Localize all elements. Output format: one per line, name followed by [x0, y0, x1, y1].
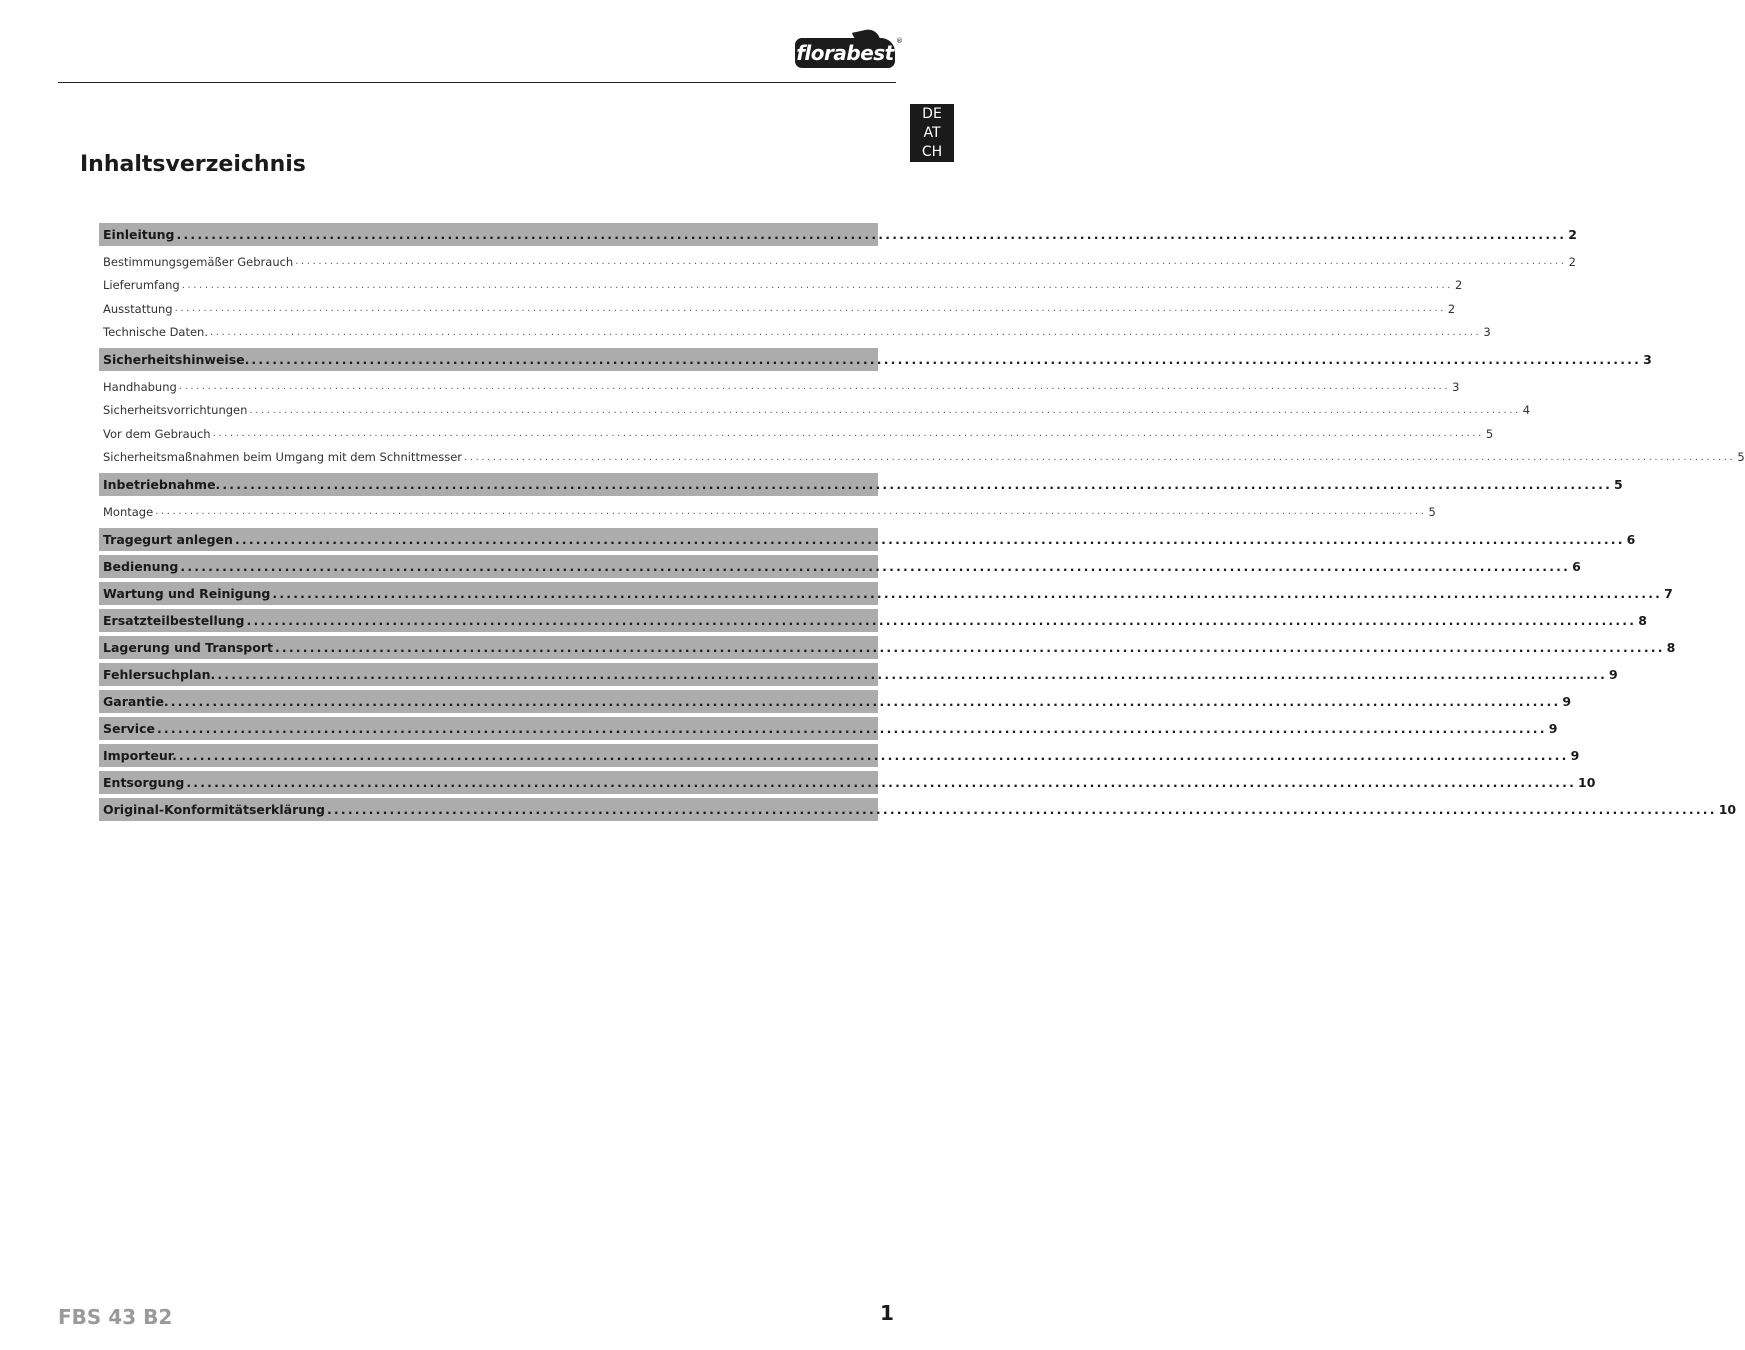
dot-leader: ........................................................................................................................................................................................................ — [156, 720, 1547, 736]
toc-section-group — [99, 582, 1673, 605]
toc-subsection-label: Sicherheitsvorrichtungen — [103, 403, 248, 418]
toc-subsection-entry[interactable] — [99, 446, 1745, 470]
toc-page-number: 6 — [1626, 531, 1636, 547]
dot-leader: ............................................................................................................................................................................................................................ — [174, 303, 1446, 315]
logo-wordmark: florabest — [795, 38, 895, 68]
toc-section-entry[interactable] — [99, 609, 1647, 632]
dot-leader: ............................................................................................................................................................................................................................ — [464, 451, 1736, 463]
toc-section-label: Sicherheitshinweise. — [103, 352, 250, 367]
dot-leader: ........................................................................................................................................................................................................ — [274, 639, 1665, 655]
toc-subsection-entry[interactable] — [99, 250, 1576, 274]
toc-page-number: 9 — [1548, 720, 1558, 736]
toc-section-label: Service — [103, 720, 155, 736]
dot-leader: ............................................................................................................................................................................................................................ — [210, 326, 1482, 338]
dot-leader: ........................................................................................................................................................................................................ — [251, 352, 1642, 367]
dot-leader: ........................................................................................................................................................................................................ — [170, 693, 1561, 709]
toc-page-number: 9 — [1609, 666, 1618, 682]
toc-page-number: 2 — [1447, 301, 1456, 316]
toc-section-label: Entsorgung — [103, 774, 185, 790]
toc-section-entry[interactable] — [99, 798, 1737, 821]
toc-section-entry[interactable] — [99, 636, 1676, 659]
toc-subsection-label: Lieferumfang — [103, 278, 180, 293]
dot-leader: ........................................................................................................................................................................................................ — [186, 774, 1577, 790]
dot-leader: ........................................................................................................................................................................................................ — [222, 477, 1613, 492]
toc-section-label: Importeur. — [103, 747, 177, 763]
toc-section-group — [99, 744, 1580, 767]
toc-subsection-label: Sicherheitsmaßnahmen beim Umgang mit dem Schnittmesser — [103, 450, 463, 465]
toc-page-number: 5 — [1485, 426, 1494, 441]
toc-page-number: 9 — [1562, 693, 1572, 709]
toc-subsection-label: Technische Daten. — [103, 325, 209, 340]
toc-section-label: Wartung und Reinigung — [103, 585, 271, 601]
dot-leader: ............................................................................................................................................................................................................................ — [181, 279, 1454, 291]
toc-section-group — [99, 636, 1676, 659]
toc-subsection-entry[interactable] — [99, 297, 1456, 321]
toc-section-entry[interactable] — [99, 663, 1618, 686]
toc-section-label: Inbetriebnahme. — [103, 477, 221, 492]
toc-page-number: 2 — [1455, 278, 1463, 293]
dot-leader: ............................................................................................................................................................................................................................ — [155, 506, 1427, 518]
toc-section-label: Garantie. — [103, 693, 169, 709]
toc-subsection-entry[interactable] — [99, 375, 1460, 399]
toc-subsection-entry[interactable] — [99, 274, 1463, 298]
header-divider — [58, 82, 896, 83]
toc-section-entry[interactable] — [99, 348, 1652, 371]
dot-leader: ............................................................................................................................................................................................................................ — [178, 381, 1451, 393]
toc-section-label: Fehlersuchplan. — [103, 666, 216, 682]
toc-section-label: Bedienung — [103, 558, 179, 574]
language-code-de: DE — [922, 105, 942, 122]
language-tab — [910, 104, 954, 162]
brand-logo — [795, 30, 903, 70]
toc-page-number: 5 — [1428, 504, 1436, 519]
toc-page-number: 10 — [1718, 801, 1737, 817]
toc-section-label: Tragegurt anlegen — [103, 531, 233, 547]
toc-page-number: 3 — [1452, 379, 1460, 394]
toc-section-group — [99, 798, 1737, 821]
toc-section-group — [99, 717, 1558, 740]
toc-page-number: 3 — [1483, 325, 1491, 340]
toc-section-group — [99, 473, 1623, 524]
toc-page-number: 9 — [1570, 747, 1580, 763]
footer-model-number: FBS 43 B2 — [58, 1305, 173, 1329]
toc-section-label: Original-Konformitätserklärung — [103, 801, 325, 817]
toc-section-label: Lagerung und Transport — [103, 639, 273, 655]
toc-section-entry[interactable] — [99, 690, 1572, 713]
toc-subsection-label: Ausstattung — [103, 301, 173, 316]
toc-section-group — [99, 528, 1636, 551]
page-title: Inhaltsverzeichnis — [80, 152, 306, 177]
dot-leader: ........................................................................................................................................................................................................ — [176, 227, 1567, 242]
dot-leader: ........................................................................................................................................................................................................ — [246, 612, 1637, 628]
toc-page-number: 10 — [1578, 774, 1596, 790]
registered-mark: ® — [896, 37, 903, 45]
toc-page-number: 2 — [1568, 227, 1577, 242]
toc-page-number: 7 — [1664, 585, 1673, 601]
table-of-contents — [99, 223, 1745, 825]
toc-subsection-label: Bestimmungsgemäßer Gebrauch — [103, 254, 294, 269]
toc-section-entry[interactable] — [99, 744, 1580, 767]
dot-leader: ........................................................................................................................................................................................................ — [217, 666, 1608, 682]
toc-page-number: 6 — [1572, 558, 1581, 574]
toc-section-group — [99, 690, 1572, 713]
dot-leader: ............................................................................................................................................................................................................................ — [295, 256, 1567, 268]
toc-section-group — [99, 771, 1596, 794]
toc-section-entry[interactable] — [99, 473, 1623, 496]
toc-subsection-entry[interactable] — [99, 422, 1494, 446]
dot-leader: ........................................................................................................................................................................................................ — [272, 585, 1663, 601]
toc-subsection-label: Montage — [103, 504, 154, 519]
toc-section-entry[interactable] — [99, 555, 1581, 578]
toc-page-number: 5 — [1614, 477, 1623, 492]
toc-section-entry[interactable] — [99, 528, 1636, 551]
toc-subsection-entry[interactable] — [99, 500, 1436, 524]
toc-section-group — [99, 348, 1745, 469]
toc-page-number: 2 — [1568, 254, 1576, 269]
toc-section-group — [99, 663, 1618, 686]
toc-section-label: Einleitung — [103, 227, 175, 242]
toc-section-entry[interactable] — [99, 582, 1673, 605]
dot-leader: ............................................................................................................................................................................................................................ — [212, 428, 1484, 440]
toc-subsection-entry[interactable] — [99, 321, 1491, 345]
toc-page-number: 5 — [1737, 450, 1745, 465]
toc-subsection-label: Vor dem Gebrauch — [103, 426, 211, 441]
toc-section-group — [99, 223, 1577, 344]
footer-page-number: 1 — [880, 1301, 894, 1325]
toc-page-number: 3 — [1643, 352, 1652, 367]
dot-leader: ........................................................................................................................................................................................................ — [180, 558, 1571, 574]
toc-section-label: Ersatzteilbestellung — [103, 612, 245, 628]
toc-subsection-entry[interactable] — [99, 399, 1531, 423]
dot-leader: ........................................................................................................................................................................................................ — [234, 531, 1625, 547]
toc-page-number: 8 — [1666, 639, 1676, 655]
dot-leader: ........................................................................................................................................................................................................ — [178, 747, 1569, 763]
language-code-ch: CH — [921, 143, 943, 160]
toc-subsection-label: Handhabung — [103, 379, 177, 394]
dot-leader: ............................................................................................................................................................................................................................ — [249, 404, 1521, 416]
language-code-at: AT — [923, 124, 941, 141]
toc-section-group — [99, 555, 1581, 578]
dot-leader: ........................................................................................................................................................................................................ — [326, 801, 1717, 817]
toc-page-number: 8 — [1638, 612, 1647, 628]
toc-section-entry[interactable] — [99, 223, 1577, 246]
toc-section-group — [99, 609, 1647, 632]
toc-section-entry[interactable] — [99, 717, 1558, 740]
toc-page-number: 4 — [1522, 403, 1531, 418]
toc-section-entry[interactable] — [99, 771, 1596, 794]
